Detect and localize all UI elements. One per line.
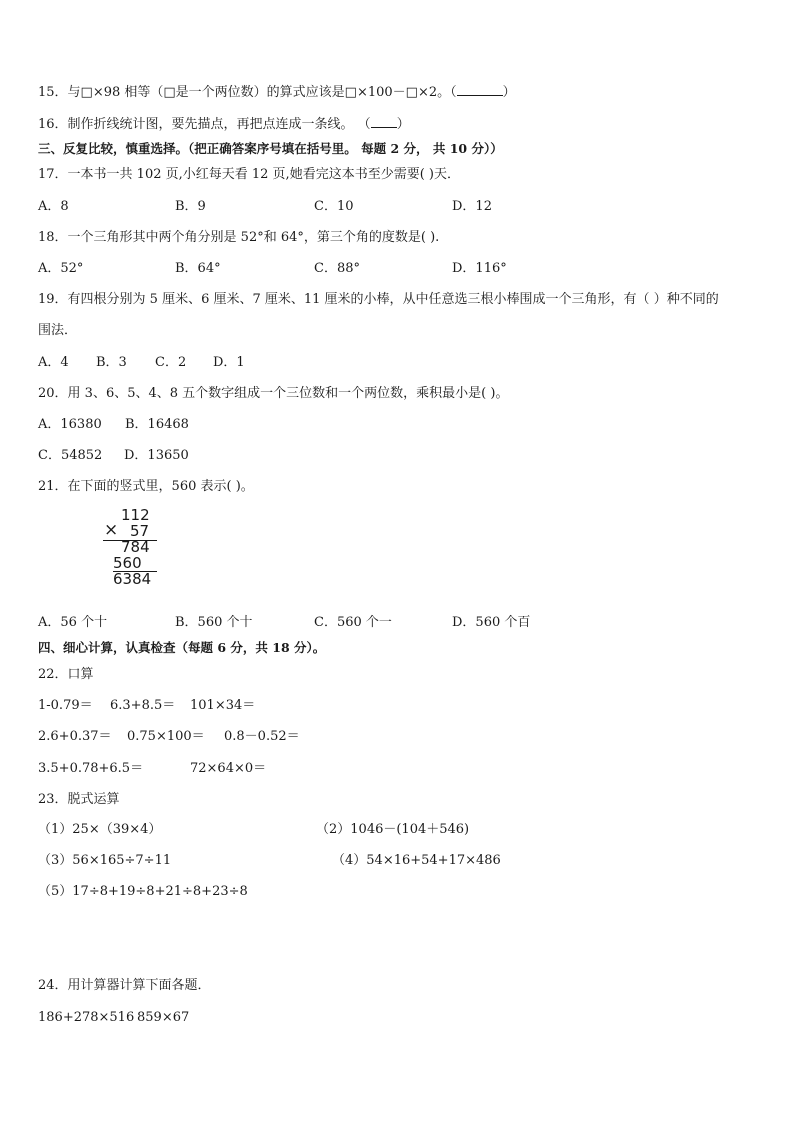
q18-option-a[interactable]: A．52° (38, 261, 84, 276)
oral-calc-item: 0.8－0.52＝ (224, 729, 300, 744)
oral-calc-item: 2.6+0.37＝ (38, 729, 112, 744)
q20-option-c[interactable]: C．54852 (38, 448, 103, 463)
question-20-text: 20．用 3、6、5、4、8 五个数字组成一个三位数和一个两位数，乘积最小是( )。 (38, 386, 509, 401)
question-15-text: 15．与□×98 相等（□是一个两位数）的算式应该是□×100－□×2。（ (38, 85, 457, 100)
oral-calc-item: 3.5+0.78+6.5＝ (38, 761, 144, 776)
calculator-item: 186+278×516 (38, 1010, 135, 1025)
final-product: 6384 (113, 570, 152, 588)
q18-option-b[interactable]: B．64° (175, 261, 221, 276)
q21-option-b[interactable]: B．560 个十 (175, 615, 253, 630)
q19-option-a[interactable]: A．4 (38, 355, 69, 370)
q17-option-c[interactable]: C．10 (314, 199, 354, 214)
q21-option-c[interactable]: C．560 个一 (314, 615, 392, 630)
partial-product-1: 784 (121, 538, 150, 556)
partial-product-2: 560 (113, 554, 142, 572)
question-18-text: 18．一个三角形其中两个角分别是 52°和 64°，第三个角的度数是( ). (38, 230, 440, 245)
question-16 (38, 114, 410, 134)
q20-option-b[interactable]: B．16468 (125, 417, 189, 432)
question-16-text: 16．制作折线统计图，要先描点，再把点连成一条线。 （ (38, 117, 371, 132)
question-17-text: 17．一本书一共 102 页,小红每天看 12 页,她看完这本书至少需要( )天． (38, 167, 460, 182)
q21-option-a[interactable]: A．56 个十 (38, 615, 108, 630)
times-sign: × (104, 520, 119, 540)
q17-option-d[interactable]: D．12 (452, 199, 492, 214)
answer-blank-15[interactable] (457, 82, 503, 96)
q19-option-d[interactable]: D．1 (213, 355, 245, 370)
question-15 (38, 82, 516, 102)
question-16-close: ） (396, 117, 410, 132)
step-calc-item: （2）1046－(104＋546) (316, 822, 470, 837)
section-4-heading: 四、细心计算，认真检查（每题 6 分，共 18 分）。 (38, 640, 326, 655)
q18-option-c[interactable]: C．88° (314, 261, 360, 276)
multiplicand: 112 (121, 506, 150, 524)
question-19-line-1: 19．有四根分别为 5 厘米、6 厘米、7 厘米、11 厘米的小棒，从中任意选三根小棒围成一个三角形，有（ ）种不同的 (38, 292, 719, 307)
question-24-title: 24．用计算器计算下面各题． (38, 978, 211, 993)
multiplier: 57 (130, 522, 150, 540)
question-19-line-2: 围法． (38, 323, 78, 338)
q20-option-a[interactable]: A．16380 (38, 417, 102, 432)
step-calc-item: （3）56×165÷7÷11 (38, 853, 172, 868)
oral-calc-item: 72×64×0＝ (190, 761, 267, 776)
q17-option-a[interactable]: A．8 (38, 199, 69, 214)
question-23-title: 23．脱式运算 (38, 792, 120, 807)
q21-option-d[interactable]: D．560 个百 (452, 615, 531, 630)
q19-option-b[interactable]: B．3 (96, 355, 127, 370)
calculator-item: 859×67 (137, 1010, 190, 1025)
question-21-text: 21．在下面的竖式里，560 表示( )。 (38, 479, 254, 494)
q18-option-d[interactable]: D．116° (452, 261, 507, 276)
oral-calc-item: 0.75×100＝ (127, 729, 205, 744)
q19-option-c[interactable]: C．2 (155, 355, 187, 370)
step-calc-item: （5）17÷8+19÷8+21÷8+23÷8 (38, 884, 248, 899)
step-calc-item: （1）25×（39×4） (38, 822, 162, 837)
question-22-title: 22．口算 (38, 667, 94, 682)
answer-blank-16[interactable] (371, 114, 397, 128)
oral-calc-item: 1-0.79＝ (38, 698, 93, 713)
oral-calc-item: 6.3+8.5＝ (110, 698, 176, 713)
question-15-close: ） (502, 85, 516, 100)
step-calc-item: （4）54×16+54+17×486 (332, 853, 501, 868)
oral-calc-item: 101×34＝ (190, 698, 256, 713)
q17-option-b[interactable]: B．9 (175, 199, 206, 214)
section-3-heading: 三、反复比较，慎重选择。（把正确答案序号填在括号里。 每题 2 分， 共 10 分）） (38, 141, 503, 156)
q20-option-d[interactable]: D．13650 (124, 448, 189, 463)
